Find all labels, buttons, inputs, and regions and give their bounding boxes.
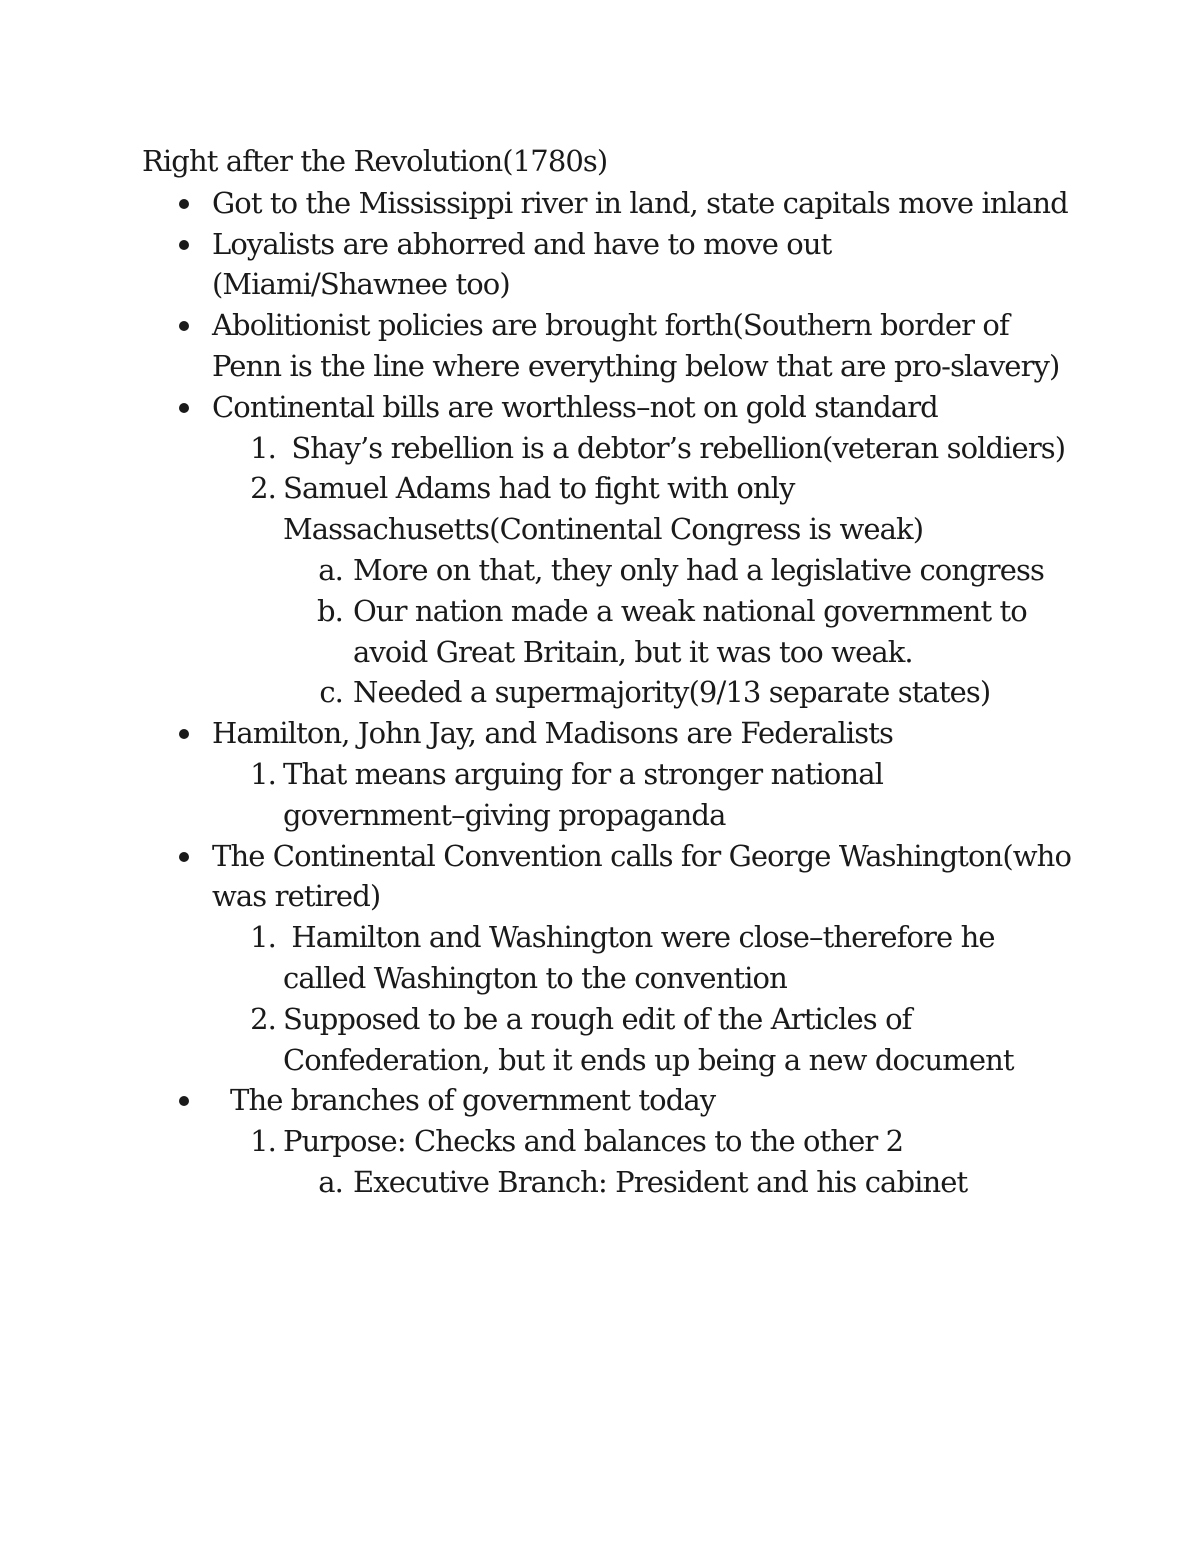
list-item-text: The Continental Convention calls for George Washington(who was retired)	[212, 838, 1072, 914]
numbered-item-text: Supposed to be a rough edit of the Articles of Confederation, but it ends up being a new document	[283, 1001, 1014, 1077]
bullet-icon	[179, 240, 189, 250]
list-marker: c.	[319, 675, 343, 710]
list-item-text: Hamilton, John Jay, and Madisons are Federalists	[212, 716, 893, 751]
lettered-item-text: Executive Branch: President and his cabinet	[353, 1164, 968, 1199]
numbered-item	[212, 754, 1072, 836]
list-item	[142, 305, 1072, 387]
numbered-item-text: Samuel Adams had to fight with only Massachusetts(Continental Congress is weak)	[283, 471, 924, 547]
list-item	[142, 387, 1072, 713]
list-marker: 1.	[250, 756, 276, 791]
bullet-icon	[179, 729, 189, 739]
lettered-item	[283, 1162, 1072, 1203]
numbered-item	[212, 999, 1072, 1081]
lettered-list	[283, 1162, 1072, 1203]
lettered-list	[283, 550, 1072, 713]
numbered-item	[212, 917, 1072, 999]
numbered-item-text: Shay’s rebellion is a debtor’s rebellion(veteran soldiers)	[283, 430, 1066, 465]
list-marker: b.	[317, 593, 343, 628]
lettered-item-text: More on that, they only had a legislative congress	[353, 552, 1044, 587]
list-marker: a.	[318, 1164, 343, 1199]
list-item	[142, 836, 1072, 1081]
lettered-item-text: Needed a supermajority(9/13 separate states)	[353, 675, 991, 710]
bullet-list	[142, 183, 1072, 1203]
list-marker: a.	[318, 552, 343, 587]
numbered-list	[212, 428, 1072, 714]
numbered-item-text: Purpose: Checks and balances to the other 2	[283, 1124, 904, 1159]
list-marker: 1.	[250, 920, 276, 955]
bullet-icon	[179, 321, 189, 331]
bullet-icon	[179, 852, 189, 862]
numbered-item	[212, 468, 1072, 713]
list-item-text: Abolitionist policies are brought forth(Southern border of Penn is the line where everything below that are pro-slavery)	[212, 308, 1060, 383]
numbered-item-text: Hamilton and Washington were close–therefore he called Washington to the convention	[283, 920, 1003, 995]
notes-content	[142, 141, 1072, 1203]
numbered-list	[212, 917, 1072, 1080]
list-item-text: Continental bills are worthless–not on gold standard	[212, 389, 938, 424]
list-item-text: Loyalists are abhorred and have to move out (Miami/Shawnee too)	[212, 226, 832, 302]
bullet-icon	[179, 1096, 189, 1106]
list-item-text: The branches of government today	[230, 1083, 716, 1118]
list-item	[142, 183, 1072, 224]
list-item	[142, 1080, 1072, 1202]
lettered-item	[283, 672, 1072, 713]
lettered-item-text: Our nation made a weak national government to avoid Great Britain, but it was too weak.	[353, 593, 1027, 669]
list-marker: 2.	[250, 471, 276, 506]
bullet-icon	[179, 403, 189, 413]
list-item	[142, 713, 1072, 835]
list-item-text: Got to the Mississippi river in land, state capitals move inland	[212, 185, 1068, 220]
bullet-icon	[179, 199, 189, 209]
list-marker: 1.	[250, 430, 276, 465]
numbered-item	[212, 1121, 1072, 1203]
list-marker: 2.	[250, 1001, 276, 1036]
numbered-item-text: That means arguing for a stronger national government–giving propaganda	[283, 756, 883, 832]
lettered-item	[283, 550, 1072, 591]
list-marker: 1.	[250, 1124, 276, 1159]
numbered-item	[212, 428, 1072, 469]
page-title: Right after the Revolution(1780s)	[142, 144, 608, 178]
numbered-list	[212, 754, 1072, 836]
list-item	[142, 224, 1072, 306]
numbered-list	[212, 1121, 1072, 1203]
lettered-item	[283, 591, 1072, 673]
